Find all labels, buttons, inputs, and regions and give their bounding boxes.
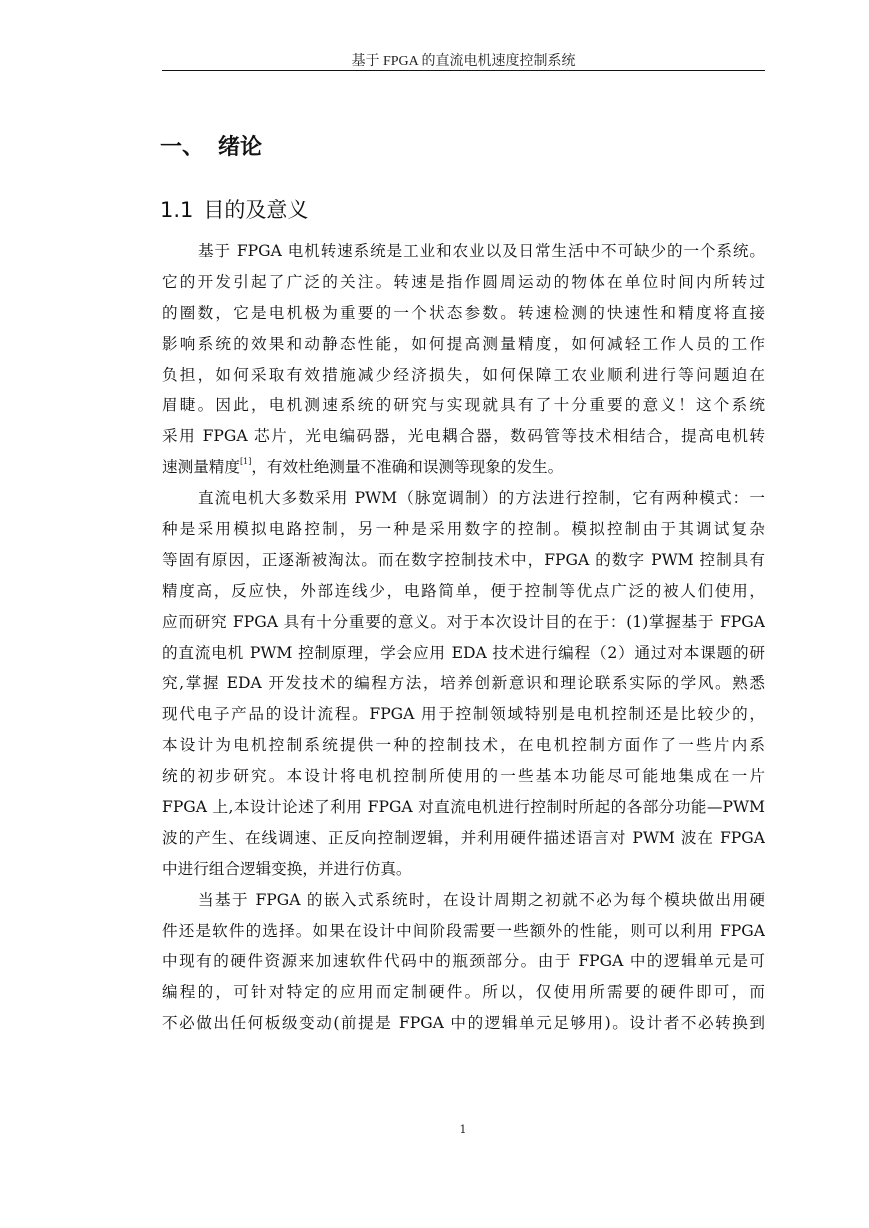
text-line: 等固有原因，正逐渐被淘汰。而在数字控制技术中，FPGA 的数字 PWM 控制具有: [162, 550, 765, 569]
section-title: [160, 194, 308, 224]
body-text: [162, 236, 765, 1039]
text-segment: 速测量精度: [162, 458, 240, 477]
text-line: 基于 FPGA 电机转速系统是工业和农业以及日常生活中不可缺少的一个系统。: [198, 242, 765, 260]
text-line: 当基于 FPGA 的嵌入式系统时，在设计周期之初就不必为每个模块做出用硬: [198, 890, 765, 909]
text-line: 的圈数，它是电机极为重要的一个状态参数。转速检测的快速性和精度将直接: [162, 303, 765, 322]
page-header: 基于 FPGA 的直流电机速度控制系统: [351, 54, 576, 69]
text-line: 不必做出任何板级变动(前提是 FPGA 中的逻辑单元足够用)。设计者不必转换到: [162, 1014, 765, 1033]
text-line: 中现有的硬件资源来加速软件代码中的瓶颈部分。由于 FPGA 中的逻辑单元是可: [162, 952, 765, 971]
chapter-title-text: 绪论: [218, 135, 263, 160]
text-line: 影响系统的效果和动静态性能，如何提高测量精度，如何减轻工作人员的工作: [162, 334, 765, 353]
text-line: 直流电机大多数采用 PWM（脉宽调制）的方法进行控制，它有两种模式：一: [198, 489, 765, 508]
citation-marker: [1]: [239, 457, 252, 467]
page-number: 1: [459, 1123, 467, 1136]
section-title-text: 目的及意义: [203, 198, 309, 222]
text-segment: 中进行组合逻辑变换，并进行仿真。: [162, 859, 412, 878]
text-line: 波的产生、在线调速、正反向控制逻辑，并利用硬件描述语言对 PWM 波在 FPGA: [162, 828, 765, 847]
text-line: 的直流电机 PWM 控制原理，学会应用 EDA 技术进行编程（2）通过对本课题的研: [162, 643, 765, 662]
text-line: 本设计为电机控制系统提供一种的控制技术，在电机控制方面作了一些片内系: [162, 736, 765, 755]
text-line: 它的开发引起了广泛的关注。转速是指作圆周运动的物体在单位时间内所转过: [162, 272, 765, 291]
text-line: 眉睫。因此，电机测速系统的研究与实现就具有了十分重要的意义！这个系统: [162, 396, 765, 415]
section-number: 1.1: [160, 198, 194, 222]
text-line: [162, 452, 765, 483]
text-line: [162, 854, 765, 885]
text-line: 件还是软件的选择。如果在设计中间阶段需要一些额外的性能，则可以利用 FPGA: [162, 921, 765, 940]
header-rule: [162, 70, 765, 71]
text-line: 现代电子产品的设计流程。FPGA 用于控制领域特别是电机控制还是比较少的，: [162, 705, 765, 724]
text-line: 统的初步研究。本设计将电机控制所使用的一些基本功能尽可能地集成在一片: [162, 767, 765, 786]
text-line: 编程的，可针对特定的应用而定制硬件。所以，仅使用所需要的硬件即可，而: [162, 983, 765, 1002]
text-line: 种是采用模拟电路控制，另一种是采用数字的控制。模拟控制由于其调试复杂: [162, 520, 765, 539]
text-line: 采用 FPGA 芯片，光电编码器，光电耦合器，数码管等技术相结合，提高电机转: [162, 427, 765, 446]
text-line: FPGA 上,本设计论述了利用 FPGA 对直流电机进行控制时所起的各部分功能—PWM: [162, 798, 765, 817]
chapter-title: [160, 130, 262, 161]
text-line: 究,掌握 EDA 开发技术的编程方法，培养创新意识和理论联系实际的学风。熟悉: [162, 674, 765, 693]
text-segment: ，有效杜绝测量不准确和误测等现象的发生。: [251, 458, 564, 477]
text-line: 应而研究 FPGA 具有十分重要的意义。对于本次设计目的在于：(1)掌握基于 FPGA: [162, 612, 765, 631]
chapter-number: 一、: [160, 135, 205, 160]
text-line: 精度高，反应快，外部连线少，电路简单，便于控制等优点广泛的被人们使用，: [162, 581, 765, 600]
text-line: 负担，如何采取有效措施减少经济损失，如何保障工农业顺利进行等问题迫在: [162, 365, 765, 384]
